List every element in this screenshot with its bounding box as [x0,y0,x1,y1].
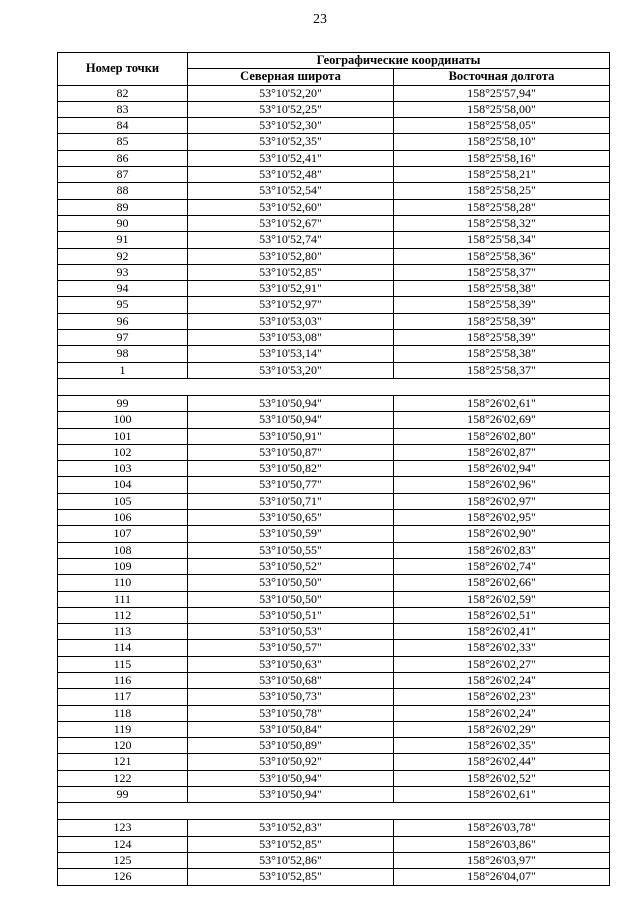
point-number-cell: 1 [58,362,188,378]
longitude-cell: 158°25'58,36" [394,248,610,264]
point-number-cell: 124 [58,836,188,852]
table-row [58,705,610,721]
longitude-header: Восточная долгота [394,69,610,85]
latitude-cell: 53°10'50,71" [188,493,394,509]
point-number-cell: 82 [58,85,188,101]
latitude-cell: 53°10'52,74" [188,232,394,248]
longitude-cell: 158°26'02,33" [394,640,610,656]
latitude-cell: 53°10'52,67" [188,215,394,231]
latitude-cell: 53°10'53,20" [188,362,394,378]
longitude-cell: 158°25'57,94" [394,85,610,101]
table-row [58,167,610,183]
longitude-cell: 158°26'02,29" [394,721,610,737]
point-number-cell: 112 [58,607,188,623]
longitude-cell: 158°26'02,61" [394,395,610,411]
table-body [58,85,610,885]
point-number-cell: 115 [58,656,188,672]
separator-cell [58,803,610,820]
point-number-cell: 100 [58,412,188,428]
longitude-cell: 158°26'02,35" [394,738,610,754]
table-row [58,461,610,477]
longitude-cell: 158°25'58,34" [394,232,610,248]
table-row [58,558,610,574]
point-number-cell: 103 [58,461,188,477]
longitude-cell: 158°26'02,80" [394,428,610,444]
latitude-cell: 53°10'50,92" [188,754,394,770]
table-row [58,526,610,542]
table-row [58,134,610,150]
longitude-cell: 158°25'58,38" [394,281,610,297]
latitude-cell: 53°10'50,63" [188,656,394,672]
longitude-cell: 158°25'58,38" [394,346,610,362]
latitude-cell: 53°10'53,03" [188,313,394,329]
latitude-cell: 53°10'50,94" [188,787,394,803]
latitude-cell: 53°10'52,80" [188,248,394,264]
latitude-cell: 53°10'50,50" [188,591,394,607]
point-number-cell: 86 [58,150,188,166]
table-row [58,281,610,297]
point-number-cell: 111 [58,591,188,607]
table-row [58,297,610,313]
longitude-cell: 158°26'02,51" [394,607,610,623]
table-row [58,477,610,493]
point-number-cell: 93 [58,264,188,280]
table-row [58,575,610,591]
latitude-cell: 53°10'50,82" [188,461,394,477]
latitude-cell: 53°10'50,89" [188,738,394,754]
table-row [58,787,610,803]
latitude-cell: 53°10'50,53" [188,624,394,640]
point-number-cell: 99 [58,787,188,803]
table-row [58,428,610,444]
table-row [58,493,610,509]
point-number-cell: 102 [58,444,188,460]
longitude-cell: 158°25'58,00" [394,101,610,117]
longitude-cell: 158°25'58,16" [394,150,610,166]
longitude-cell: 158°25'58,39" [394,297,610,313]
longitude-cell: 158°26'04,07" [394,869,610,885]
table-row [58,85,610,101]
point-number-cell: 90 [58,215,188,231]
longitude-cell: 158°25'58,37" [394,264,610,280]
longitude-cell: 158°26'02,87" [394,444,610,460]
latitude-cell: 53°10'52,25" [188,101,394,117]
table-row [58,362,610,378]
latitude-cell: 53°10'50,73" [188,689,394,705]
table-row [58,313,610,329]
longitude-cell: 158°26'02,23" [394,689,610,705]
point-number-cell: 116 [58,672,188,688]
point-number-cell: 105 [58,493,188,509]
point-number-cell: 117 [58,689,188,705]
latitude-cell: 53°10'50,77" [188,477,394,493]
table-row [58,330,610,346]
table-row [58,852,610,868]
longitude-cell: 158°26'02,83" [394,542,610,558]
page-number: 23 [313,12,327,27]
point-number-cell: 96 [58,313,188,329]
latitude-cell: 53°10'52,85" [188,264,394,280]
latitude-cell: 53°10'52,48" [188,167,394,183]
point-number-cell: 88 [58,183,188,199]
point-number-cell: 121 [58,754,188,770]
longitude-cell: 158°26'02,27" [394,656,610,672]
table-row [58,754,610,770]
point-number-cell: 126 [58,869,188,885]
latitude-cell: 53°10'52,83" [188,820,394,836]
point-number-cell: 95 [58,297,188,313]
coordinates-header: Географические координаты [188,53,610,69]
table-row [58,591,610,607]
latitude-header: Северная широта [188,69,394,85]
point-number-cell: 98 [58,346,188,362]
longitude-cell: 158°26'02,94" [394,461,610,477]
table-row [58,150,610,166]
longitude-cell: 158°25'58,32" [394,215,610,231]
point-number-cell: 83 [58,101,188,117]
table-row [58,232,610,248]
latitude-cell: 53°10'53,14" [188,346,394,362]
point-number-cell: 92 [58,248,188,264]
latitude-cell: 53°10'50,57" [188,640,394,656]
longitude-cell: 158°26'03,86" [394,836,610,852]
table-row [58,770,610,786]
latitude-cell: 53°10'52,54" [188,183,394,199]
table-row [58,672,610,688]
point-number-cell: 114 [58,640,188,656]
section-separator [58,378,610,395]
point-number-cell: 109 [58,558,188,574]
latitude-cell: 53°10'50,59" [188,526,394,542]
table-row [58,689,610,705]
point-number-cell: 119 [58,721,188,737]
latitude-cell: 53°10'52,30" [188,118,394,134]
latitude-cell: 53°10'50,52" [188,558,394,574]
latitude-cell: 53°10'52,91" [188,281,394,297]
longitude-cell: 158°26'02,24" [394,705,610,721]
latitude-cell: 53°10'52,60" [188,199,394,215]
point-number-cell: 84 [58,118,188,134]
table-row [58,656,610,672]
table-row [58,721,610,737]
table-row [58,510,610,526]
longitude-cell: 158°26'02,59" [394,591,610,607]
point-number-cell: 104 [58,477,188,493]
latitude-cell: 53°10'50,91" [188,428,394,444]
coordinates-table [57,52,610,886]
point-number-cell: 125 [58,852,188,868]
table-row [58,346,610,362]
table-row [58,183,610,199]
table-row [58,264,610,280]
longitude-cell: 158°26'02,44" [394,754,610,770]
table-row [58,738,610,754]
longitude-cell: 158°25'58,39" [394,313,610,329]
latitude-cell: 53°10'50,94" [188,395,394,411]
table-row [58,836,610,852]
section-separator [58,803,610,820]
longitude-cell: 158°26'02,74" [394,558,610,574]
table-row [58,118,610,134]
point-number-cell: 85 [58,134,188,150]
table-row [58,412,610,428]
latitude-cell: 53°10'53,08" [188,330,394,346]
latitude-cell: 53°10'52,97" [188,297,394,313]
latitude-cell: 53°10'52,35" [188,134,394,150]
longitude-cell: 158°26'02,97" [394,493,610,509]
latitude-cell: 53°10'50,87" [188,444,394,460]
point-number-cell: 120 [58,738,188,754]
latitude-cell: 53°10'50,51" [188,607,394,623]
longitude-cell: 158°25'58,39" [394,330,610,346]
latitude-cell: 53°10'50,65" [188,510,394,526]
longitude-cell: 158°26'02,41" [394,624,610,640]
point-number-cell: 118 [58,705,188,721]
table-row [58,607,610,623]
longitude-cell: 158°26'03,97" [394,852,610,868]
longitude-cell: 158°25'58,37" [394,362,610,378]
longitude-cell: 158°25'58,21" [394,167,610,183]
longitude-cell: 158°26'02,61" [394,787,610,803]
longitude-cell: 158°26'02,66" [394,575,610,591]
latitude-cell: 53°10'52,86" [188,852,394,868]
longitude-cell: 158°26'02,24" [394,672,610,688]
point-number-header: Номер точки [58,53,188,86]
latitude-cell: 53°10'50,55" [188,542,394,558]
latitude-cell: 53°10'52,41" [188,150,394,166]
longitude-cell: 158°25'58,10" [394,134,610,150]
table-row [58,640,610,656]
latitude-cell: 53°10'50,94" [188,770,394,786]
longitude-cell: 158°26'02,52" [394,770,610,786]
point-number-cell: 123 [58,820,188,836]
longitude-cell: 158°26'02,96" [394,477,610,493]
latitude-cell: 53°10'52,85" [188,869,394,885]
point-number-cell: 122 [58,770,188,786]
table-row [58,820,610,836]
table-row [58,395,610,411]
point-number-cell: 94 [58,281,188,297]
latitude-cell: 53°10'52,20" [188,85,394,101]
point-number-cell: 89 [58,199,188,215]
point-number-cell: 110 [58,575,188,591]
table-row [58,101,610,117]
longitude-cell: 158°25'58,28" [394,199,610,215]
table-row [58,215,610,231]
latitude-cell: 53°10'52,85" [188,836,394,852]
longitude-cell: 158°25'58,25" [394,183,610,199]
latitude-cell: 53°10'50,50" [188,575,394,591]
table-row [58,248,610,264]
table-row [58,624,610,640]
longitude-cell: 158°26'03,78" [394,820,610,836]
table-row [58,869,610,885]
separator-cell [58,378,610,395]
longitude-cell: 158°26'02,69" [394,412,610,428]
point-number-cell: 87 [58,167,188,183]
point-number-cell: 99 [58,395,188,411]
latitude-cell: 53°10'50,68" [188,672,394,688]
point-number-cell: 97 [58,330,188,346]
point-number-cell: 107 [58,526,188,542]
table-row [58,542,610,558]
point-number-cell: 91 [58,232,188,248]
longitude-cell: 158°25'58,05" [394,118,610,134]
table-row [58,199,610,215]
table-row [58,444,610,460]
point-number-cell: 106 [58,510,188,526]
latitude-cell: 53°10'50,94" [188,412,394,428]
latitude-cell: 53°10'50,84" [188,721,394,737]
point-number-cell: 113 [58,624,188,640]
latitude-cell: 53°10'50,78" [188,705,394,721]
longitude-cell: 158°26'02,95" [394,510,610,526]
point-number-cell: 101 [58,428,188,444]
point-number-cell: 108 [58,542,188,558]
longitude-cell: 158°26'02,90" [394,526,610,542]
